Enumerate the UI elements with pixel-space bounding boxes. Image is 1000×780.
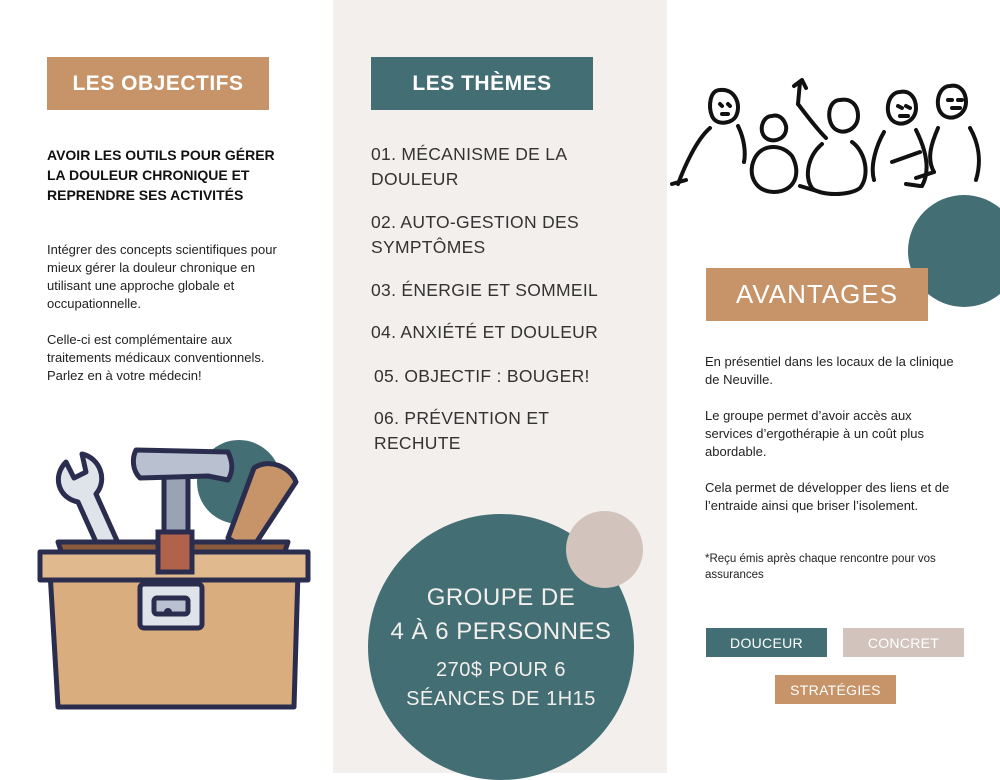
group-size-line-1: GROUPE DE xyxy=(426,584,576,611)
price-line-2: SÉANCES DE 1H15 xyxy=(406,688,596,710)
tag-douceur: DOUCEUR xyxy=(706,628,827,657)
group-size-line-2: 4 À 6 PERSONNES xyxy=(390,618,612,645)
advantages-heading: AVANTAGES xyxy=(706,268,928,321)
advantages-paragraph-1: En présentiel dans les locaux de la clinique de Neuville. xyxy=(705,354,954,387)
tag-concret: CONCRET xyxy=(843,628,964,657)
objectives-paragraph-2: Celle-ci est complémentaire aux traitements médicaux conventionnels. Parlez en à votre médecin! xyxy=(47,332,265,383)
tag-strategies: STRATÉGIES xyxy=(775,675,896,704)
advantages-paragraph-3: Cela permet de développer des liens et de l’entraide ainsi que briser l’isolement. xyxy=(705,480,950,513)
objectives-lead: AVOIR LES OUTILS POUR GÉRER LA DOULEUR CHRONIQUE ET REPRENDRE SES ACTIVITÉS xyxy=(47,147,275,203)
advantages-paragraph-2: Le groupe permet d’avoir accès aux services d’ergothérapie à un coût plus abordable. xyxy=(705,408,924,459)
objectives-paragraph-1: Intégrer des concepts scientifiques pour mieux gérer la douleur chronique en utilisant une approche globale et occupationnelle. xyxy=(47,242,277,311)
objectives-panel xyxy=(0,0,333,773)
insurance-note: *Reçu émis après chaque rencontre pour vos assurances xyxy=(705,553,936,581)
toolbox-icon xyxy=(28,432,318,722)
theme-item-5: 05. OBJECTIF : BOUGER! xyxy=(374,366,590,386)
theme-item-6: 06. PRÉVENTION ET RECHUTE xyxy=(374,408,549,453)
theme-item-3: 03. ÉNERGIE ET SOMMEIL xyxy=(371,280,599,300)
theme-item-1: 01. MÉCANISME DE LA DOULEUR xyxy=(371,144,567,189)
theme-item-4: 04. ANXIÉTÉ ET DOULEUR xyxy=(371,322,599,342)
objectives-heading: LES OBJECTIFS xyxy=(47,57,269,110)
price-line-1: 270$ POUR 6 xyxy=(435,659,566,681)
group-people-icon xyxy=(670,76,992,196)
themes-heading: LES THÈMES xyxy=(371,57,593,110)
theme-item-2: 02. AUTO-GESTION DES SYMPTÔMES xyxy=(371,212,579,257)
advantages-panel xyxy=(667,0,1000,773)
decorative-circle xyxy=(566,511,643,588)
